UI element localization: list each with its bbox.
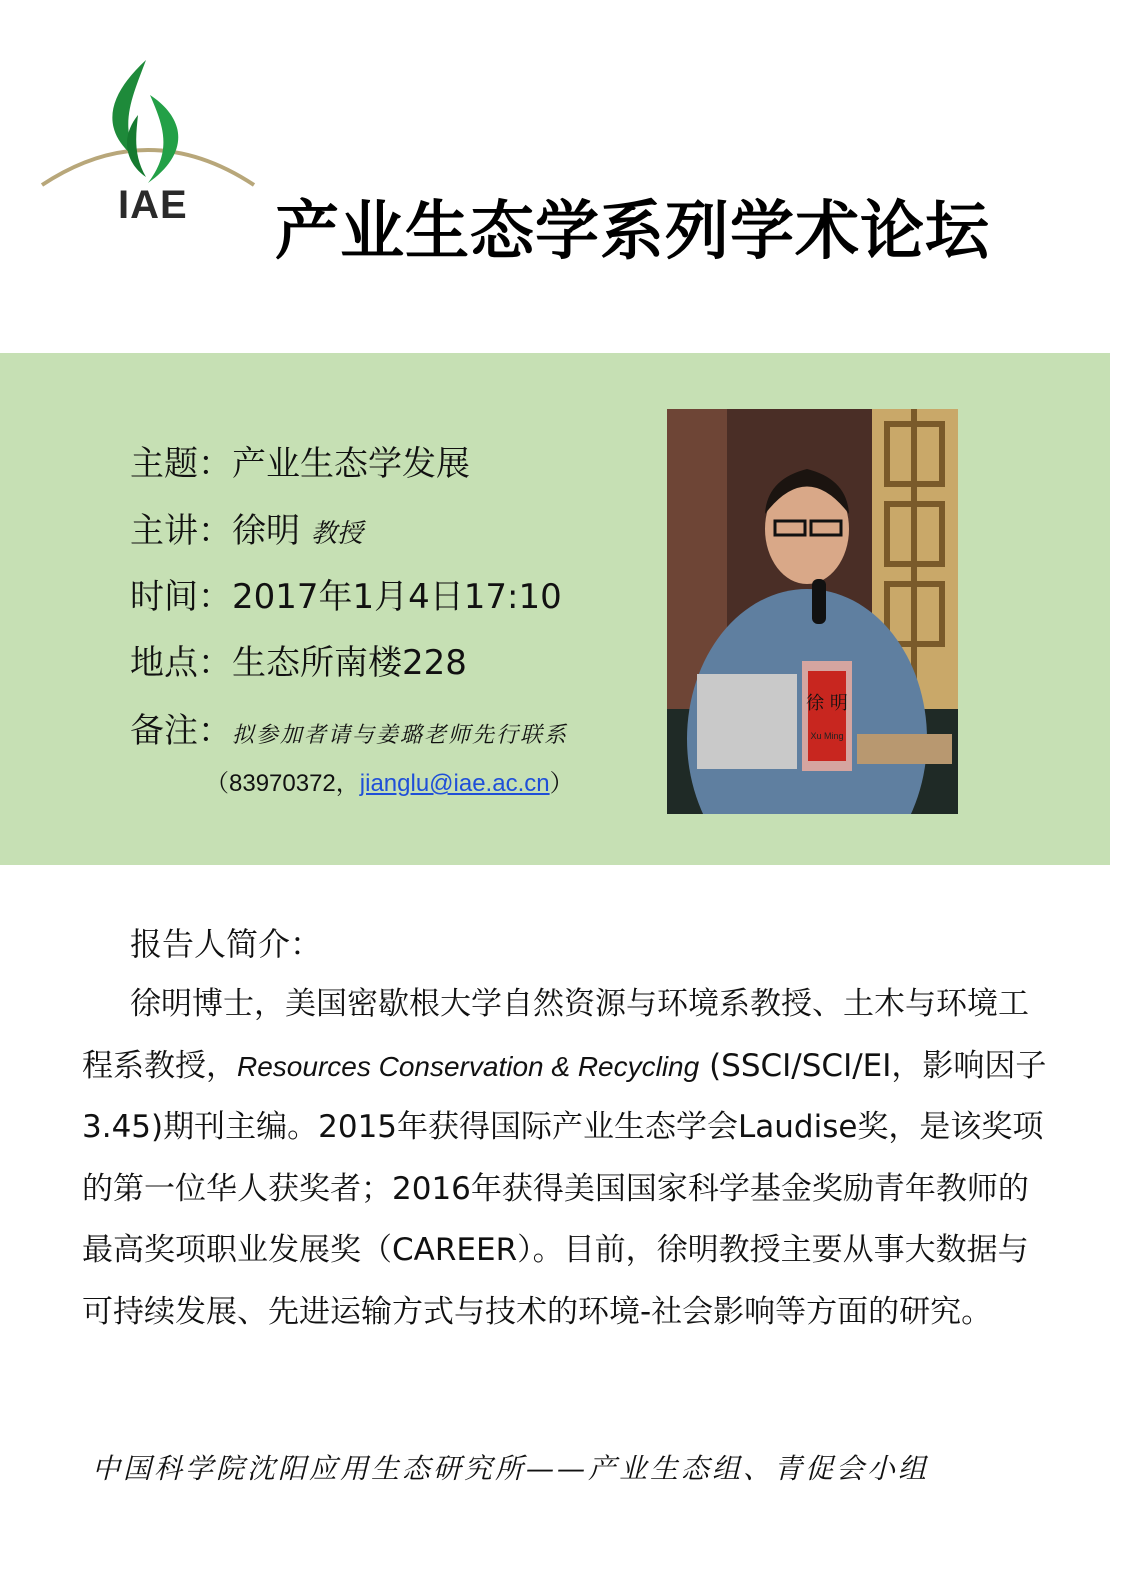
contact-phone: （83970372， (205, 770, 360, 797)
note-value: 拟参加者请与姜璐老师先行联系 (232, 723, 569, 748)
topic-row (130, 436, 470, 485)
note-label: 备注： (130, 711, 232, 751)
bio-heading: 报告人简介： (130, 925, 323, 963)
topic-label: 主题： (130, 444, 232, 484)
place-label: 地点： (130, 643, 232, 683)
nameplate-sub: Xu Ming (810, 731, 844, 741)
topic-value: 产业生态学发展 (232, 444, 470, 484)
place-value: 生态所南楼228 (232, 643, 467, 683)
speaker-name: 徐明 (232, 511, 300, 551)
place-row (130, 635, 467, 684)
journal-name: Resources Conservation & Recycling (237, 1050, 700, 1082)
note-row (130, 703, 568, 752)
logo-text: IAE (118, 183, 188, 227)
contact-email-link[interactable]: jianglu@iae.ac.cn (359, 770, 550, 797)
speaker-row (130, 503, 363, 552)
speaker-photo (667, 409, 958, 814)
bio-part2: (SSCI/SCI/EI，影响因子3.45)期刊主编。2015年获得国际产业生态学会Laudise奖，是该奖项的第一位华人获奖者；2016年获得美国国家科学基金奖励青年教师的最高奖项职业发展奖（CAREER）。目前，徐明教授主要从事大数据与可持续发展、先进运输方式与技术的环境-社会影响等方面的研究。 (82, 1047, 1047, 1330)
bio-paragraph (82, 974, 1052, 1343)
speaker-photo-illustration (667, 409, 958, 814)
bio-part1: 徐明博士，美国密歇根大学自然资源与环境系教授、土木与环境工程系教授， (82, 986, 1029, 1084)
speaker-title: 教授 (310, 519, 363, 549)
speaker-label: 主讲： (130, 511, 232, 551)
footer-organizer: 中国科学院沈阳应用生态研究所——产业生态组、青促会小组 (92, 1452, 930, 1485)
time-value: 2017年1月4日17:10 (232, 577, 562, 617)
time-label: 时间： (130, 577, 232, 617)
page-title: 产业生态学系列学术论坛 (275, 195, 990, 269)
time-row (130, 569, 562, 618)
nameplate-text: 徐 明 (806, 693, 848, 714)
contact-end: ） (549, 770, 574, 797)
contact-line (205, 763, 574, 798)
